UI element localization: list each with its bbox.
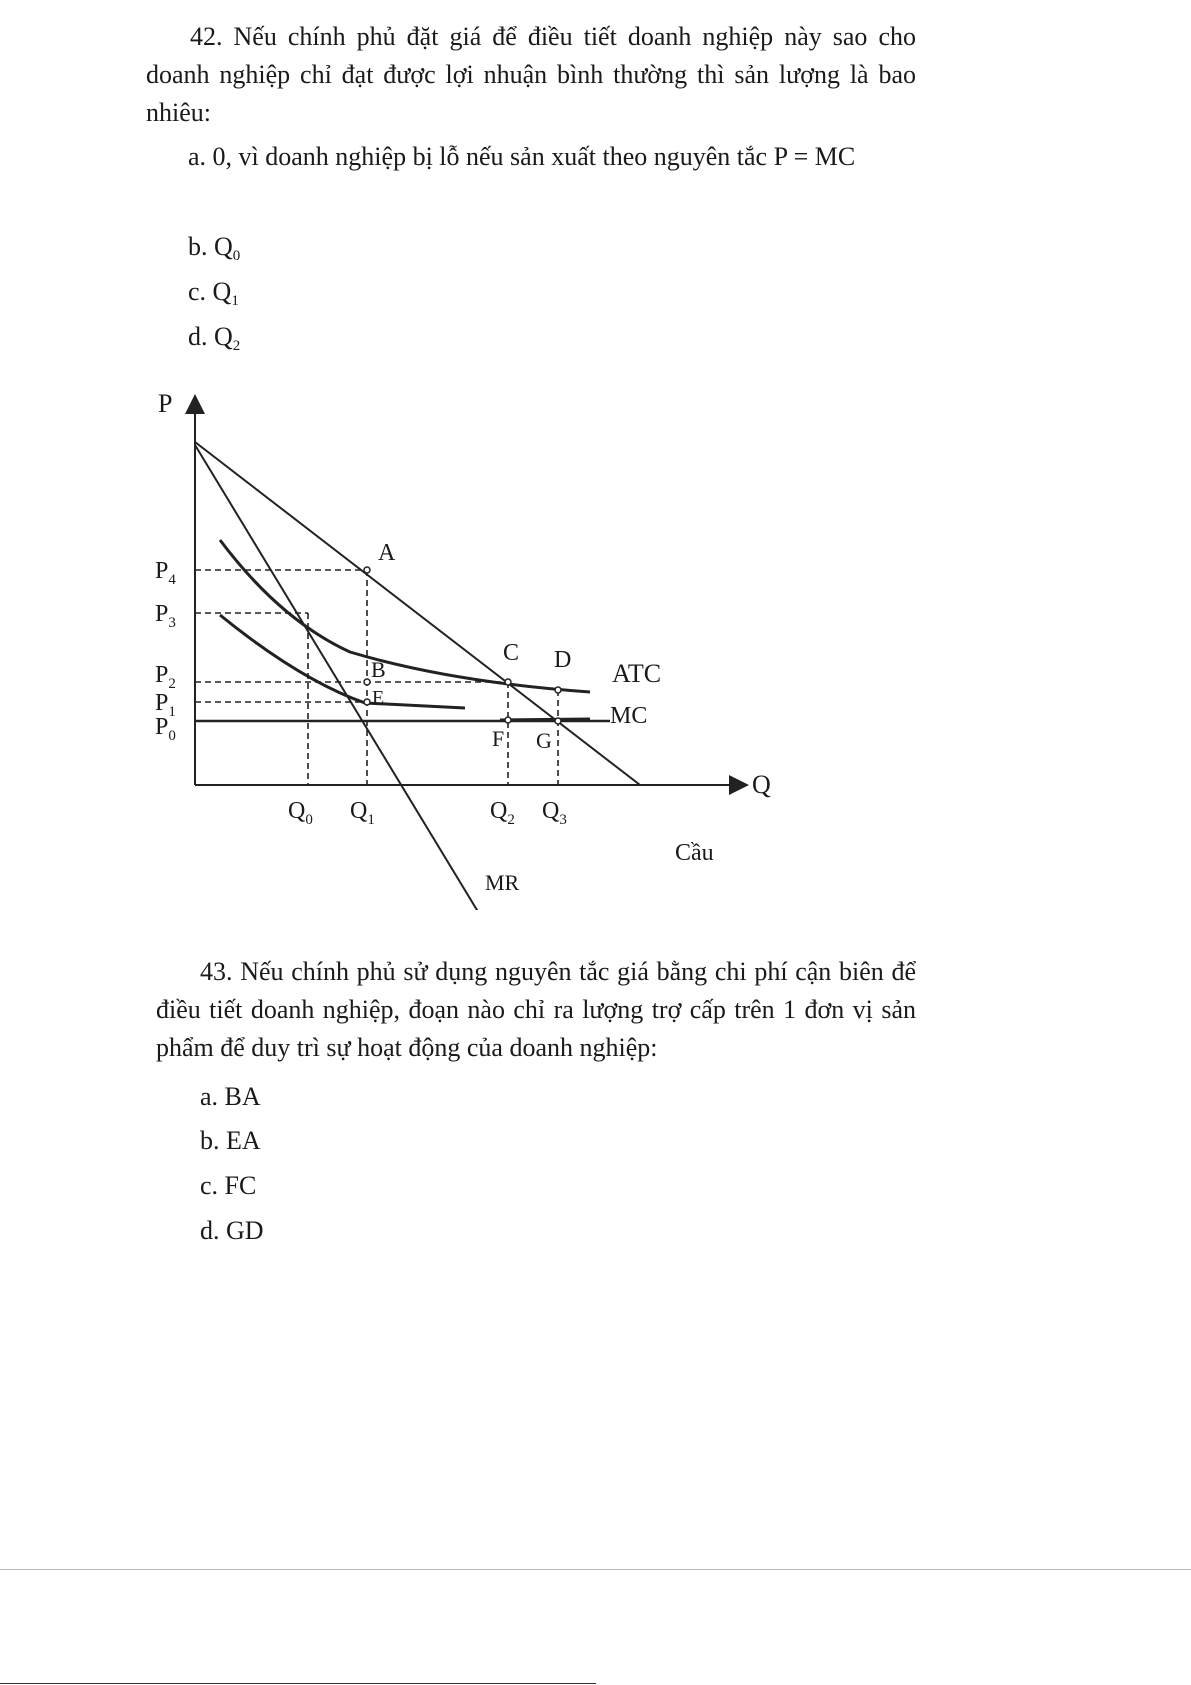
point-e-marker bbox=[364, 699, 370, 705]
label-p0: $P_0$ bbox=[155, 714, 176, 744]
label-mr: MR bbox=[485, 870, 520, 895]
option-subscript: 2 bbox=[232, 338, 241, 354]
option-value: Q bbox=[214, 322, 233, 351]
label-q1: $Q_1$ bbox=[350, 798, 375, 828]
option-text: GD bbox=[226, 1216, 264, 1245]
option-letter: a. bbox=[200, 1082, 219, 1111]
label-point-a: A bbox=[378, 540, 396, 566]
option-value: Q bbox=[212, 277, 232, 306]
footnote-divider bbox=[0, 1683, 596, 1684]
point-f-marker bbox=[505, 717, 511, 723]
question-43-stem: 43. Nếu chính phủ sử dụng nguyên tắc giá bằng chi phí cận biên để điều tiết doanh nghiệp, đoạn nào chỉ ra lượng trợ cấp trên 1 đơn vị sản phẩm để duy trì sự hoạt động của doanh nghiệp: bbox=[156, 957, 916, 1062]
label-q0: $Q_0$ bbox=[288, 798, 313, 828]
q42-option-c bbox=[188, 273, 239, 320]
point-a-marker bbox=[364, 567, 370, 573]
option-letter: b. bbox=[200, 1126, 220, 1155]
atc-curve bbox=[220, 540, 590, 692]
demand-curve bbox=[195, 442, 640, 785]
option-text: EA bbox=[226, 1126, 261, 1155]
label-point-g: G bbox=[536, 728, 552, 753]
label-q3: $Q_3$ bbox=[542, 798, 567, 828]
q42-option-d bbox=[188, 318, 240, 365]
label-mc: MC bbox=[610, 703, 648, 729]
option-letter: c. bbox=[200, 1171, 219, 1200]
monopoly-regulation-diagram bbox=[150, 390, 800, 910]
label-point-e: E bbox=[372, 687, 385, 709]
label-point-c: C bbox=[503, 640, 520, 666]
q43-option-b bbox=[200, 1122, 261, 1160]
label-q2: $Q_2$ bbox=[490, 798, 515, 828]
q42-option-a bbox=[188, 138, 918, 176]
mc-segment bbox=[500, 719, 590, 720]
option-letter: a. bbox=[188, 142, 207, 171]
label-point-d: D bbox=[554, 647, 572, 673]
option-subscript: 0 bbox=[232, 248, 241, 264]
option-subscript: 1 bbox=[231, 293, 239, 309]
mr-curve bbox=[195, 445, 480, 910]
q43-option-d bbox=[200, 1212, 264, 1250]
option-letter: c. bbox=[188, 277, 207, 306]
option-text: FC bbox=[224, 1171, 257, 1200]
q42-option-b bbox=[188, 228, 240, 275]
label-point-f: F bbox=[492, 726, 505, 751]
point-g-marker bbox=[555, 718, 561, 724]
label-point-b: B bbox=[371, 657, 386, 682]
label-p3: $P_3$ bbox=[155, 601, 176, 631]
point-c-marker bbox=[505, 679, 511, 685]
option-text: BA bbox=[224, 1082, 261, 1111]
y-axis-label: P bbox=[158, 390, 173, 418]
label-p1: $P_1$ bbox=[155, 690, 176, 720]
question-42-stem: 42. Nếu chính phủ đặt giá để điều tiết doanh nghiệp này sao cho doanh nghiệp chỉ đạt được lợi nhuận bình thường thì sản lượng là bao nhiêu: bbox=[146, 22, 916, 127]
option-letter: d. bbox=[188, 322, 208, 351]
footer-divider bbox=[0, 1569, 1191, 1570]
point-d-marker bbox=[555, 687, 561, 693]
option-letter: b. bbox=[188, 232, 208, 261]
label-atc: ATC bbox=[612, 659, 662, 688]
label-p4: $P_4$ bbox=[155, 558, 176, 588]
option-letter: d. bbox=[200, 1216, 220, 1245]
point-b-marker bbox=[364, 679, 370, 685]
label-demand: Cầu bbox=[675, 840, 714, 866]
q43-option-c bbox=[200, 1167, 256, 1205]
q43-option-a bbox=[200, 1078, 261, 1116]
label-p2: $P_2$ bbox=[155, 662, 176, 692]
option-text: 0, vì doanh nghiệp bị lỗ nếu sản xuất theo nguyên tắc P = MC bbox=[212, 142, 856, 171]
x-axis-label: Q bbox=[752, 770, 771, 799]
mc-curve bbox=[220, 615, 465, 708]
option-value: Q bbox=[214, 232, 233, 261]
